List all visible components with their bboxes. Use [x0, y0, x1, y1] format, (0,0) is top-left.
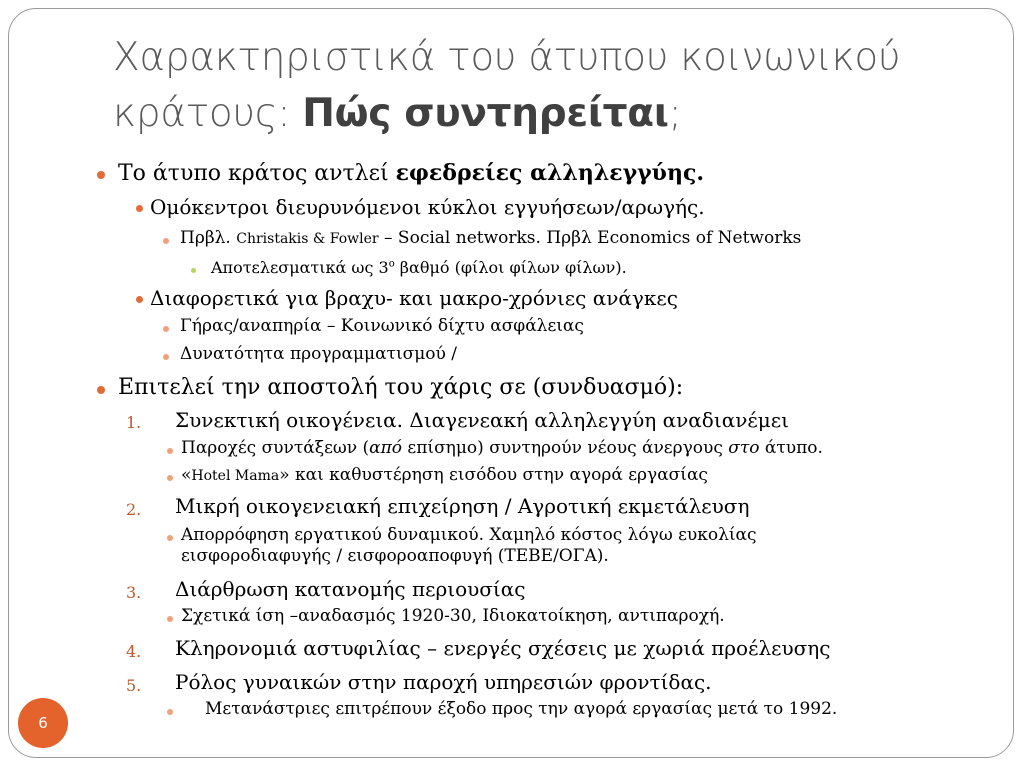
- list-item: Πρβλ. Christakis & Fowler – Social networks. Πρβλ Economics of Networks: [180, 228, 802, 248]
- bullet-icon: [136, 205, 143, 212]
- bullet-icon: [97, 386, 105, 394]
- list-item: Απορρόφηση εργατικού δυναμικού. Χαμηλό κόστος λόγω ευκολίας εισφοροδιαφυγής / εισφοροαποφυγή (ΤΕΒΕ/ΟΓΑ).: [181, 525, 757, 566]
- list-item: Το άτυπο κράτος αντλεί εφεδρείες αλληλεγγύης.: [118, 160, 704, 186]
- list-item: Γήρας/αναπηρία – Κοινωνικό δίχτυ ασφάλειας: [180, 316, 584, 336]
- list-item: Διάρθρωση κατανομής περιουσίας: [175, 577, 526, 601]
- bullet-icon: [163, 238, 169, 244]
- list-number: 2.: [126, 500, 142, 519]
- list-item: Μετανάστριες επιτρέπουν έξοδο προς την αγορά εργασίας μετά το 1992.: [205, 699, 838, 719]
- bullet-icon: [167, 475, 173, 481]
- bullet-icon: [97, 171, 105, 179]
- list-item: Παροχές συντάξεων (από επίσημο) συντηρούν νέους άνεργους στο άτυπο.: [181, 438, 823, 458]
- list-item: Συνεκτική οικογένεια. Διαγενεακή αλληλεγγύη αναδιανέμει: [175, 408, 789, 432]
- list-item: Ομόκεντροι διευρυνόμενοι κύκλοι εγγυήσεων/αρωγής.: [150, 195, 705, 219]
- bullet-icon: [167, 616, 173, 622]
- list-item: Δυνατότητα προγραμματισμού /: [180, 344, 457, 364]
- slide-title: Χαρακτηριστικά του άτυπου κοινωνικού κράτους: Πώς συντηρείται;: [113, 35, 901, 136]
- bullet-icon: [167, 709, 173, 715]
- bullet-icon: [167, 448, 173, 454]
- bullet-icon: [191, 268, 196, 273]
- list-item: Ρόλος γυναικών στην παροχή υπηρεσιών φροντίδας.: [175, 670, 712, 694]
- list-item: «Hotel Mama» και καθυστέρηση εισόδου στην αγορά εργασίας: [181, 465, 708, 485]
- list-number: 4.: [126, 642, 142, 661]
- list-item: Κληρονομιά αστυφιλίας – ενεργές σχέσεις με χωριά προέλευσης: [175, 636, 831, 660]
- list-item: Αποτελεσματικά ως $3^o$ βαθμό (φίλοι φίλων φίλων).: [211, 258, 627, 277]
- list-item: Επιτελεί την αποστολή του χάρις σε (συνδυασμό):: [118, 375, 684, 400]
- bullet-icon: [163, 354, 169, 360]
- bullet-icon: [167, 535, 173, 541]
- list-number: 3.: [126, 583, 142, 602]
- page-number-badge: 6: [18, 698, 68, 748]
- bullet-icon: [163, 326, 169, 332]
- list-number: 1.: [126, 413, 142, 432]
- list-item: Μικρή οικογενειακή επιχείρηση / Αγροτική εκμετάλευση: [175, 494, 750, 518]
- list-item: Διαφορετικά για βραχυ- και μακρο-χρόνιες ανάγκες: [150, 286, 678, 310]
- bullet-icon: [136, 296, 143, 303]
- list-number: 5.: [126, 676, 142, 695]
- list-item: Σχετικά ίση –αναδασμός 1920-30, Ιδιοκατοίκηση, αντιπαροχή.: [181, 606, 725, 626]
